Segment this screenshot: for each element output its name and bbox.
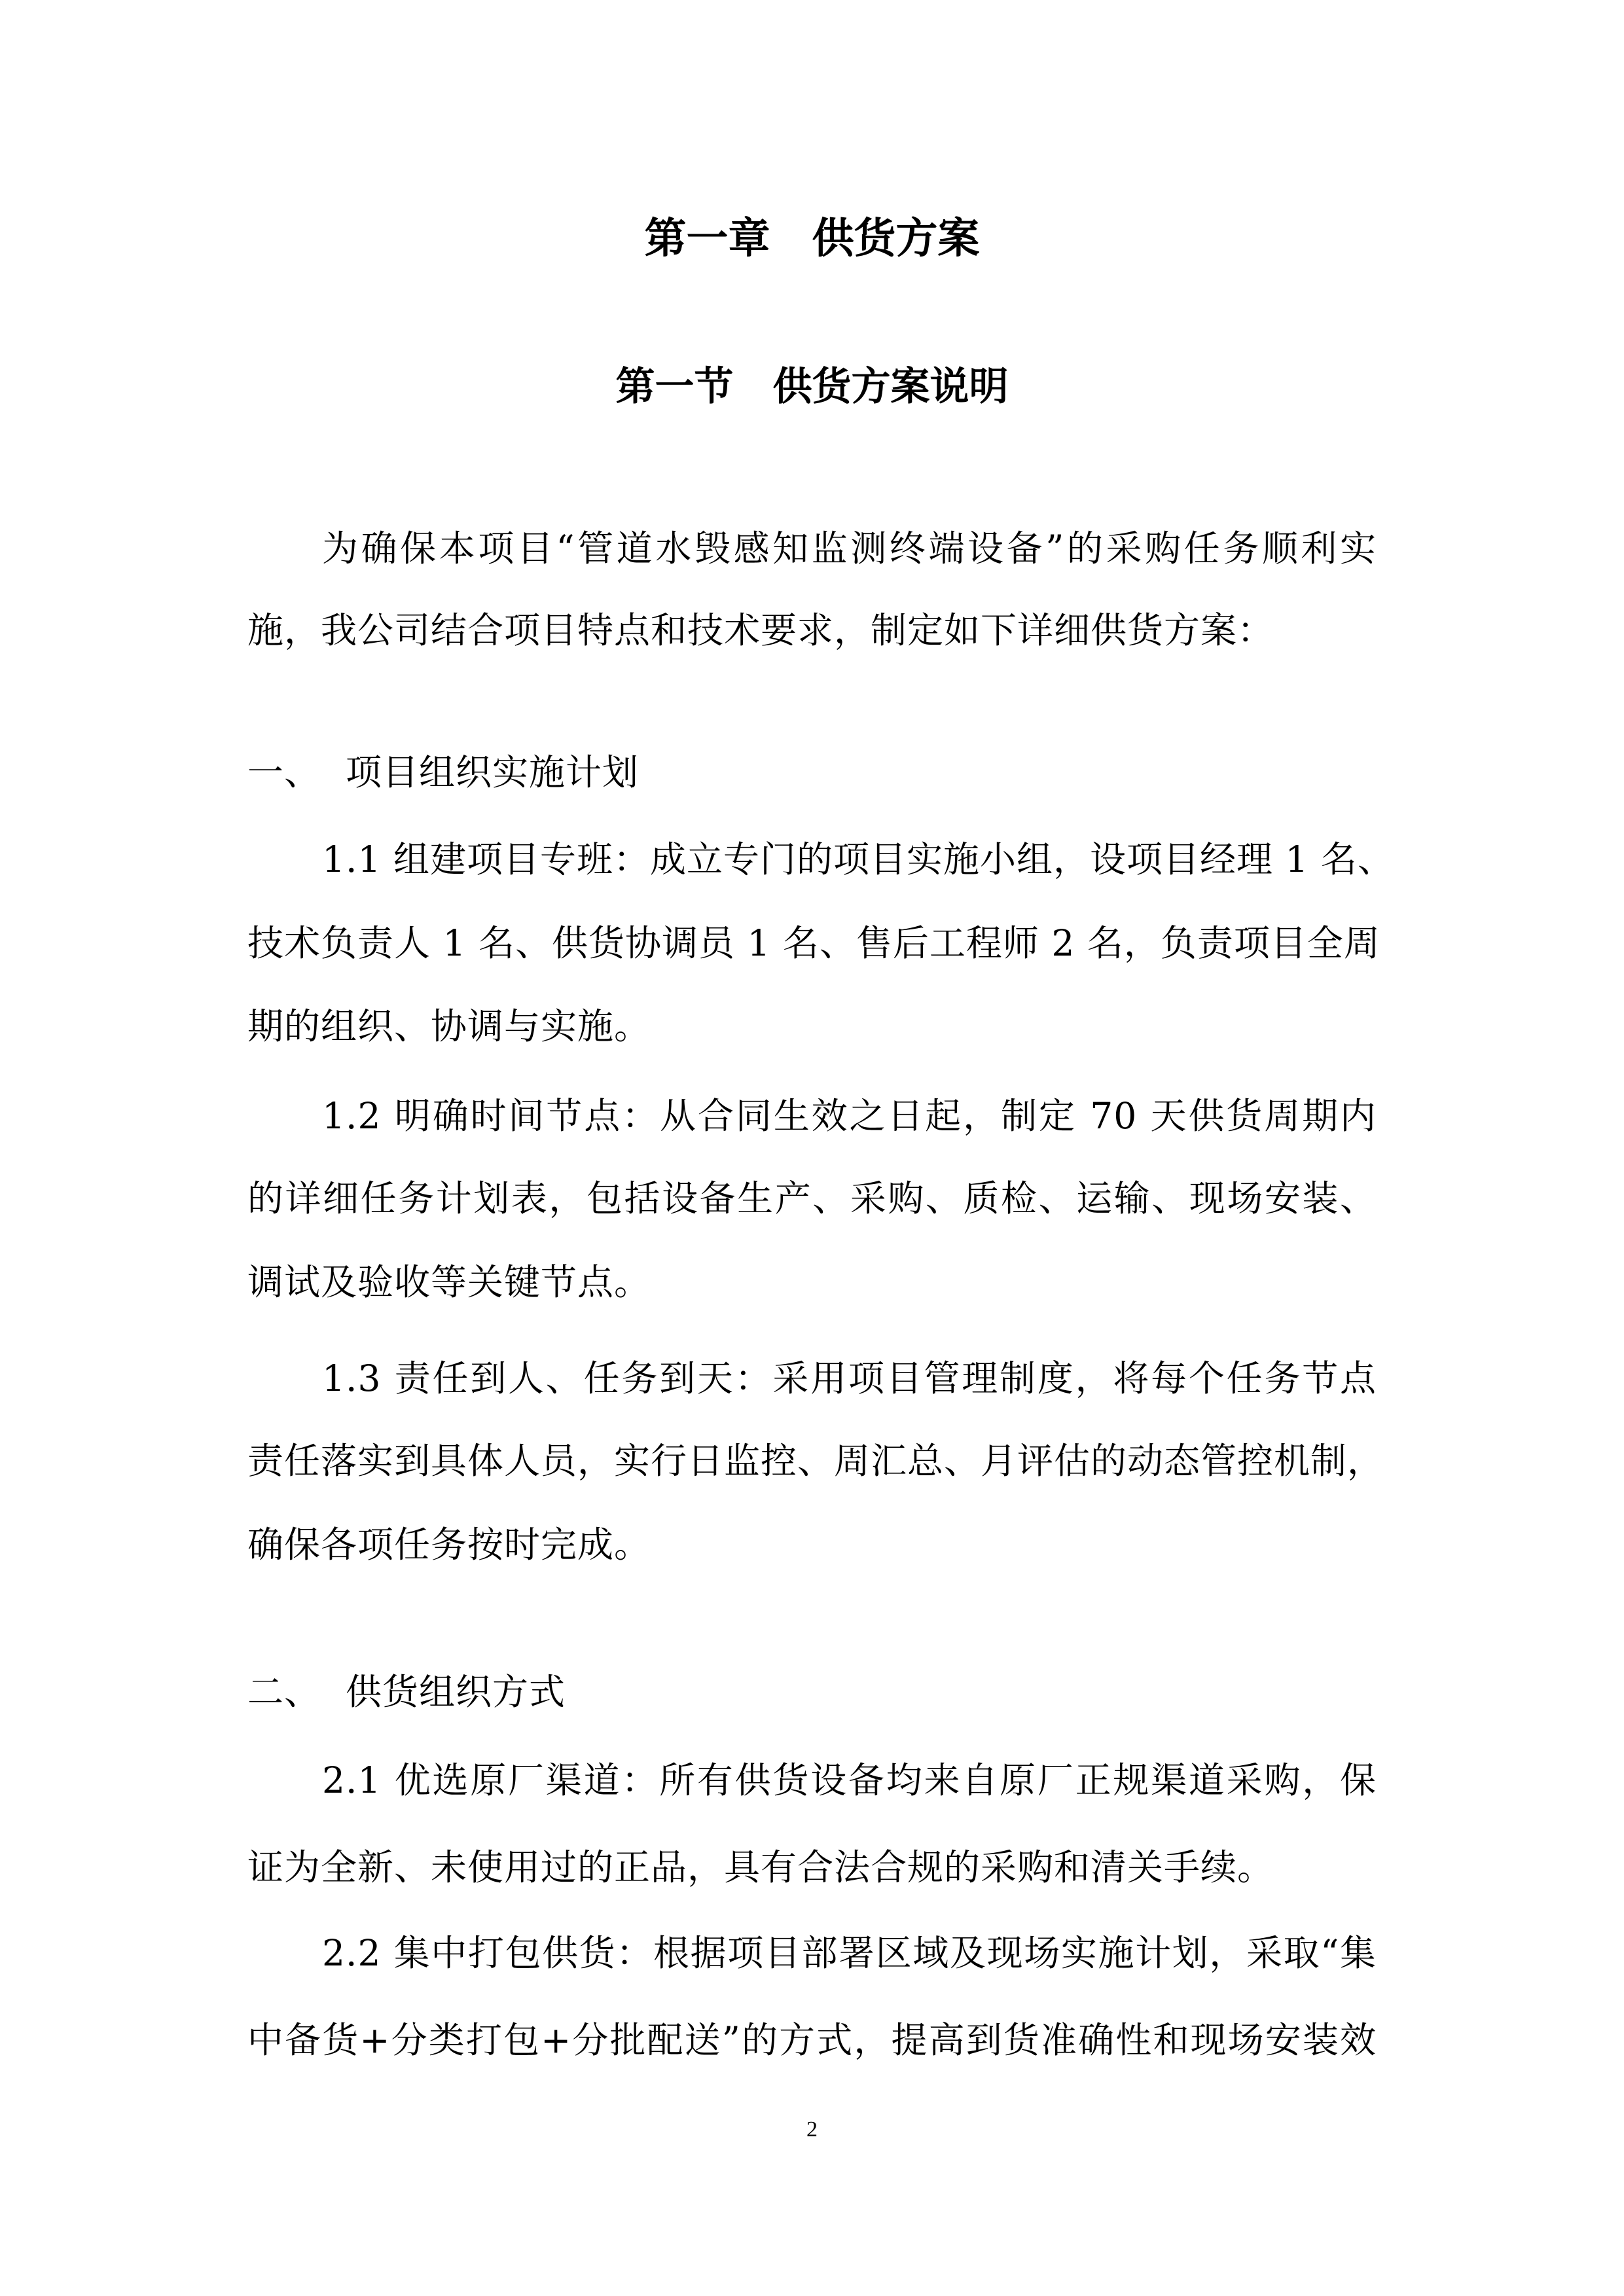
item-1-3-line-1: 1.3 责任到人、任务到天：采用项目管理制度，将每个任务节点 bbox=[322, 1357, 1377, 1399]
item-2-2-line-1: 2.2 集中打包供货：根据项目部署区域及现场实施计划，采取“集 bbox=[322, 1932, 1377, 1974]
item-1-2-line-3: 调试及验收等关键节点。 bbox=[247, 1261, 651, 1303]
item-1-1-line-1: 1.1 组建项目专班：成立专门的项目实施小组，设项目经理 1 名、 bbox=[322, 838, 1394, 880]
section-number: 二、 bbox=[247, 1671, 321, 1713]
item-1-2-line-2: 的详细任务计划表，包括设备生产、采购、质检、运输、现场安装、 bbox=[247, 1177, 1377, 1219]
item-2-1-line-2: 证为全新、未使用过的正品，具有合法合规的采购和清关手续。 bbox=[247, 1846, 1274, 1888]
item-1-3-line-3: 确保各项任务按时完成。 bbox=[247, 1524, 651, 1566]
chapter-title: 第一章 供货方案 bbox=[644, 215, 980, 263]
section-heading-text: 项目组织实施计划 bbox=[346, 751, 640, 793]
section-title: 第一节 供货方案说明 bbox=[615, 364, 1009, 410]
section-number: 一、 bbox=[247, 751, 321, 793]
page-number: 2 bbox=[806, 2117, 818, 2142]
section-heading-2 bbox=[247, 1666, 1377, 1718]
section-heading-text: 供货组织方式 bbox=[346, 1671, 566, 1713]
item-1-3-line-2: 责任落实到具体人员，实行日监控、周汇总、月评估的动态管控机制， bbox=[247, 1440, 1384, 1482]
item-2-1-line-1: 2.1 优选原厂渠道：所有供货设备均来自原厂正规渠道采购，保 bbox=[322, 1759, 1377, 1801]
intro-paragraph-line-1: 为确保本项目“管道水毁感知监测终端设备”的采购任务顺利实 bbox=[322, 528, 1377, 569]
item-1-2-line-1: 1.2 明确时间节点：从合同生效之日起，制定 70 天供货周期内 bbox=[322, 1095, 1377, 1137]
section-heading-1 bbox=[247, 746, 1377, 798]
item-1-1-line-2: 技术负责人 1 名、供货协调员 1 名、售后工程师 2 名，负责项目全周 bbox=[247, 922, 1380, 964]
intro-paragraph-line-2: 施，我公司结合项目特点和技术要求，制定如下详细供货方案： bbox=[247, 609, 1274, 651]
item-1-1-line-3: 期的组织、协调与实施。 bbox=[247, 1005, 651, 1047]
item-2-2-line-2: 中备货+分类打包+分批配送”的方式，提高到货准确性和现场安装效 bbox=[247, 2019, 1377, 2061]
